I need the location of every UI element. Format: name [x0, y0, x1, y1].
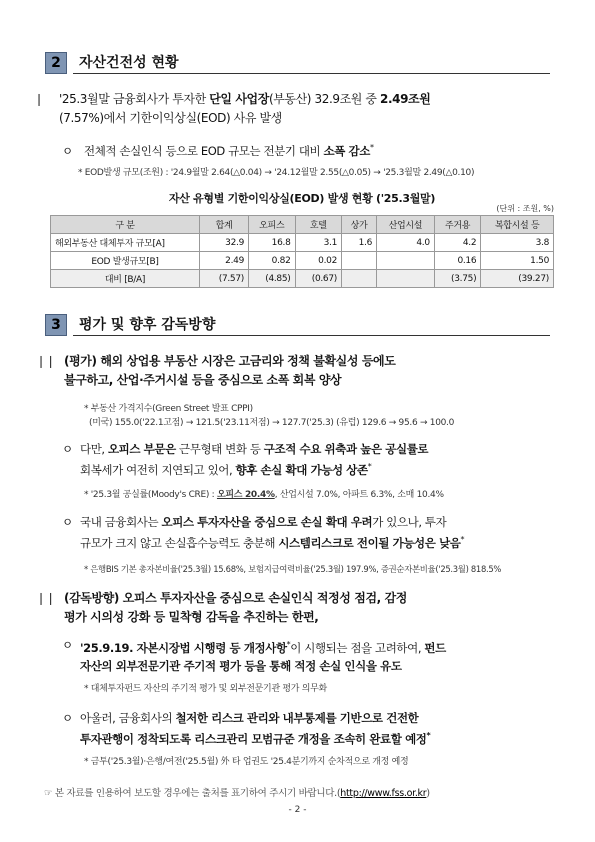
paragraph-evaluation	[36, 352, 559, 390]
emphasis: 소폭 감소	[323, 143, 370, 158]
footnote-capital-ratio: * 은행BIS 기본 총자본비율('25.3월) 15.68%, 보험지급여력비율('25.3월) 197.9%, 증권순자본비율('25.3월) 818.5%	[84, 564, 502, 574]
emphasis: 오피스 투자자산을 중심으로 손실 확대 우려	[161, 515, 373, 529]
paragraph-supervision	[36, 589, 559, 627]
table-header-cell: 주거용	[434, 216, 481, 234]
text: 오피스 투자자산을 중심으로 손실인식 적정성 점검, 감정	[122, 591, 407, 605]
table-cell: 0.16	[434, 252, 481, 270]
text: * '25.3월 공실률(Moody's CRE) :	[84, 490, 217, 500]
emphasis: (감독방향)	[64, 591, 123, 605]
emphasis: 단일 사업장	[209, 92, 269, 106]
emphasis: 철저한 리스크 관리와 내부통제를 기반으로 건전한	[175, 711, 419, 725]
table-title: 자산 유형별 기한이익상실(EOD) 발생 현황 ('25.3월말)	[168, 192, 436, 205]
footnote-mark: *	[286, 640, 291, 649]
table-row-label: 대비 [B/A]	[51, 270, 200, 288]
table-cell: (7.57)	[200, 270, 249, 288]
table-cell	[377, 252, 435, 270]
text: 규모가 크지 않고 손실흡수능력도 충분해	[80, 535, 279, 550]
paragraph-fund-valuation	[62, 636, 557, 675]
text: , 산업시설 7.0%, 아파트 6.3%, 소매 10.4%	[274, 490, 444, 500]
table-cell	[342, 252, 377, 270]
double-bar-bullet: ❘❘	[36, 591, 56, 605]
circle-bullet: ㅇ	[62, 143, 73, 158]
text: 자산의 외부전문기관 주기적 평가 등을 통해 적정 손실 인식을 유도	[80, 658, 402, 673]
text: 가 있으나, 투자	[372, 515, 447, 529]
section-number: 3	[45, 314, 67, 336]
table-cell: 4.2	[434, 234, 481, 252]
table-row	[51, 234, 554, 252]
text: '25.3월말 금융회사가 투자한	[59, 92, 210, 106]
table-cell: (4.85)	[249, 270, 296, 288]
text: 국내 금융회사는	[80, 515, 162, 529]
section-divider	[73, 73, 550, 74]
paragraph-domestic-risk	[62, 513, 557, 552]
emphasis: 2.49조원	[380, 92, 431, 106]
text: 이 시행되는 점을 고려하여,	[290, 640, 425, 655]
emphasis: 펀드	[424, 640, 446, 655]
table-header-row	[51, 216, 554, 234]
table-cell: 32.9	[200, 234, 249, 252]
section-title: 자산건전성 현황	[79, 55, 179, 71]
table-header-cell: 오피스	[249, 216, 296, 234]
text: 평가 시의성 강화 등 밀착형 감독을 추진하는 한편,	[64, 610, 319, 624]
paragraph-eod-decrease	[62, 139, 557, 160]
table-cell: (0.67)	[295, 270, 342, 288]
table-cell: 16.8	[249, 234, 296, 252]
text: 회복세가 여전히 지연되고 있어,	[80, 462, 236, 477]
footnote-mark: *	[367, 462, 372, 471]
footnote-mark: *	[426, 731, 431, 740]
table-unit: (단위 : 조원, %)	[496, 204, 554, 213]
emphasis: 오피스 20.4%	[216, 490, 275, 500]
text: (미국) 155.0('22.1고점) → 121.5('23.11저점) → 127.7('25.3) (유럽) 129.6 → 95.6 → 100.0	[89, 418, 455, 428]
eod-table	[50, 215, 554, 288]
table-cell	[342, 270, 377, 288]
table-cell: (3.75)	[434, 270, 481, 288]
text: )	[426, 788, 430, 799]
text: 아울러, 금융회사의	[80, 711, 176, 725]
text: (7.57%)에서 기한이익상실(EOD) 사유 발생	[59, 111, 282, 125]
table-header-cell: 복합시설 등	[481, 216, 554, 234]
text: 해외 상업용 부동산 시장은 고금리와 정책 불확실성 등에도	[100, 354, 396, 368]
section-divider	[73, 335, 550, 336]
circle-bullet: ㅇ	[62, 711, 73, 725]
table-cell: 0.02	[295, 252, 342, 270]
section-2-header	[45, 52, 550, 74]
table-row-label: EOD 발생규모[B]	[51, 252, 200, 270]
paragraph-eod-overview	[34, 90, 559, 128]
table-header-cell: 합계	[200, 216, 249, 234]
section-3-header	[45, 314, 550, 336]
footnote-eod-size: * EOD발생 규모(조원) : '24.9월말 2.64(△0.04) → '24.12월말 2.55(△0.05) → '25.3월말 2.49(△0.10)	[78, 168, 475, 178]
emphasis: 시스템리스크로 전이될 가능성은 낮음	[278, 535, 461, 550]
section-title: 평가 및 향후 감독방향	[79, 317, 216, 333]
table-row-label: 해외부동산 대체투자 규모[A]	[51, 234, 200, 252]
circle-bullet: ㅇ	[62, 638, 73, 652]
footnote-mark: *	[369, 143, 374, 152]
text: 근무형태 변화 등	[175, 442, 264, 456]
text: 다만,	[80, 442, 108, 456]
table-cell: 2.49	[200, 252, 249, 270]
citation-notice	[44, 785, 559, 799]
footnote-guideline: * 금투('25.3월)·은행/여전('25.5월) 外 타 업권도 '25.4분기까지 순차적으로 개정 예정	[84, 757, 409, 767]
table-cell: 1.50	[481, 252, 554, 270]
table-cell: 3.8	[481, 234, 554, 252]
paragraph-risk-management	[62, 709, 557, 748]
text: (부동산) 32.9조원 중	[268, 92, 381, 106]
table-cell: 4.0	[377, 234, 435, 252]
table-row	[51, 252, 554, 270]
website-link[interactable]: http://www.fss.or.kr	[340, 788, 427, 799]
table-header-cell: 산업시설	[377, 216, 435, 234]
emphasis: '25.9.19. 자본시장법 시행령 등 개정사항	[80, 640, 287, 655]
text: 투자관행이 정착되도록 리스크관리 모범규준 개정을 조속히 완료할 예정	[80, 731, 427, 746]
table-cell: 1.6	[342, 234, 377, 252]
double-bar-bullet: ❘❘	[36, 354, 56, 368]
text: 전체적 손실인식 등으로 EOD 규모는 전분기 대비	[83, 143, 324, 158]
text: * 부동산 가격지수(Green Street 발표 CPPI)	[84, 404, 253, 414]
emphasis: 구조적 수요 위축과 높은 공실률로	[263, 442, 429, 456]
table-header-cell: 상가	[342, 216, 377, 234]
paragraph-office-risk	[62, 440, 557, 479]
footnote-fund-valuation: * 대체투자펀드 자산의 주기적 평가 및 외부전문기관 평가 의무화	[84, 684, 327, 694]
table-cell: 3.1	[295, 234, 342, 252]
text: 불구하고, 산업·주거시설 등을 중심으로 소폭 회복 양상	[64, 373, 342, 387]
circle-bullet: ㅇ	[62, 442, 73, 456]
footnote-mark: *	[460, 535, 465, 544]
table-header-cell: 구 분	[51, 216, 200, 234]
bar-bullet: ❘	[34, 92, 44, 106]
table-cell: 0.82	[249, 252, 296, 270]
text: ☞ 본 자료를 인용하여 보도할 경우에는 출처를 표기하여 주시기 바랍니다.(	[44, 788, 341, 799]
emphasis: (평가)	[64, 354, 101, 368]
emphasis: 향후 손실 확대 가능성 상존	[235, 462, 368, 477]
section-number: 2	[45, 52, 67, 74]
emphasis: 오피스 부문은	[107, 442, 176, 456]
table-cell: (39.27)	[481, 270, 554, 288]
page-number: - 2 -	[288, 805, 307, 815]
table-row	[51, 270, 554, 288]
circle-bullet: ㅇ	[62, 515, 73, 529]
footnote-price-index	[84, 402, 554, 430]
footnote-vacancy	[84, 488, 554, 502]
table-cell	[377, 270, 435, 288]
table-header-cell: 호텔	[295, 216, 342, 234]
